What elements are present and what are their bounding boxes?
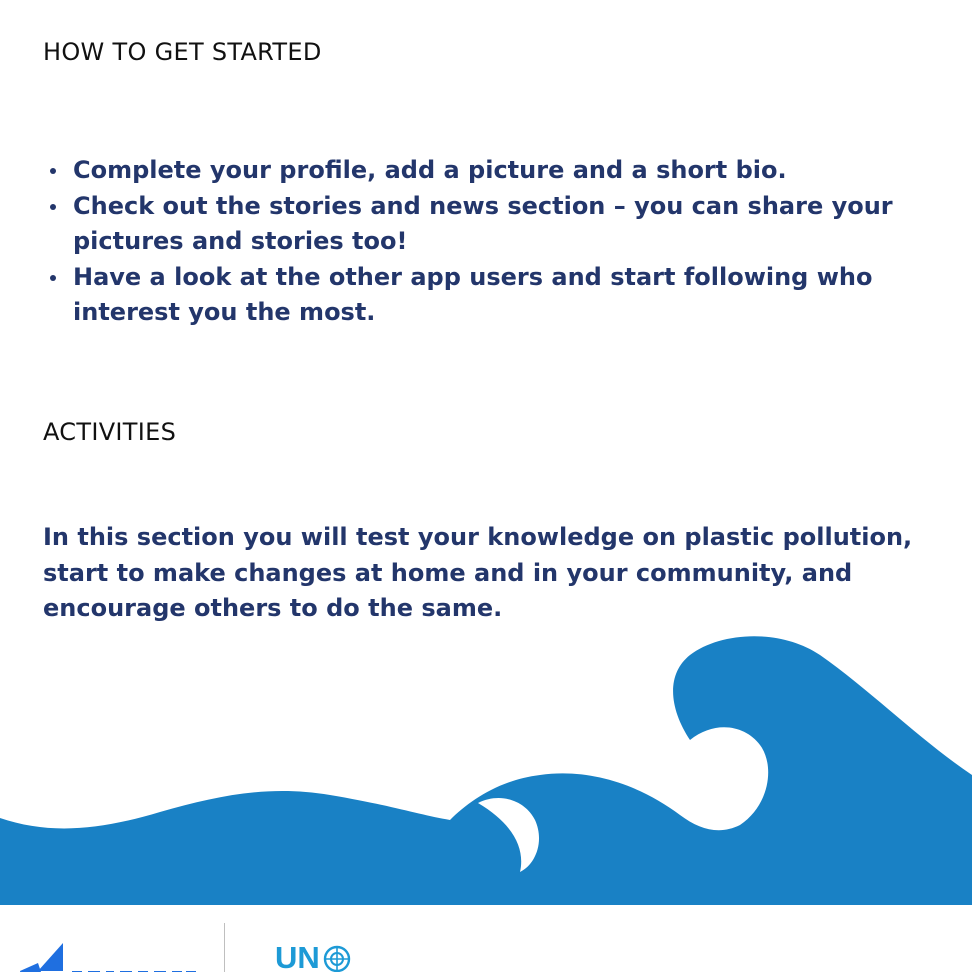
section-heading-activities: ACTIVITIES (43, 418, 177, 446)
wave-illustration (0, 620, 972, 920)
un-logo-text: UN (275, 940, 320, 972)
footer (0, 905, 972, 972)
list-item: Complete your profile, add a picture and a short bio. (73, 153, 933, 189)
un-emblem-icon (322, 944, 352, 972)
partner-logo-wordmark (70, 961, 198, 972)
section-heading-get-started: HOW TO GET STARTED (43, 38, 322, 66)
list-item: Check out the stories and news section – you can share your pictures and stories too! (73, 189, 933, 260)
footer-divider (224, 923, 225, 972)
triangle-logo-icon (18, 941, 68, 972)
un-logo (275, 941, 352, 972)
list-item: Have a look at the other app users and start following who interest you the most. (73, 260, 933, 331)
activities-description: In this section you will test your knowledge on plastic pollution, start to make changes at home and in your community, and encourage others to do the same. (43, 523, 913, 622)
get-started-list (73, 153, 933, 331)
